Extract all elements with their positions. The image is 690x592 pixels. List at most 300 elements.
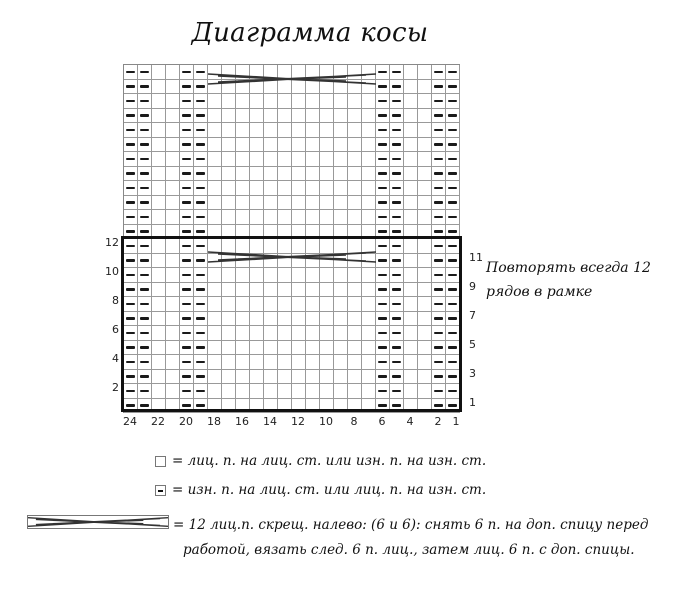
purl-cell <box>194 254 208 269</box>
purl-cell <box>376 152 390 167</box>
cable-cross-icon <box>27 515 169 529</box>
purl-cell <box>390 138 404 153</box>
knit-cell <box>278 94 292 109</box>
knit-cell <box>264 370 278 385</box>
knit-cell <box>404 196 418 211</box>
knit-cell <box>334 268 348 283</box>
knit-cell <box>362 94 376 109</box>
purl-cell <box>446 268 460 283</box>
knit-cell <box>418 370 432 385</box>
knit-cell <box>292 210 306 225</box>
knit-cell <box>166 355 180 370</box>
purl-cell <box>138 109 152 124</box>
purl-cell <box>376 225 390 240</box>
purl-cell <box>124 341 138 356</box>
knit-cell <box>166 94 180 109</box>
purl-cell <box>138 254 152 269</box>
purl-cell <box>446 341 460 356</box>
purl-cell <box>390 355 404 370</box>
purl-cell <box>390 109 404 124</box>
column-number: 22 <box>151 415 165 428</box>
knit-cell <box>292 297 306 312</box>
knit-cell <box>222 268 236 283</box>
purl-cell <box>180 384 194 399</box>
knit-stitch-icon <box>155 456 166 467</box>
purl-cell <box>390 283 404 298</box>
knit-cell <box>362 65 376 80</box>
knit-cell <box>236 297 250 312</box>
knit-cell <box>306 370 320 385</box>
purl-cell <box>180 152 194 167</box>
knit-cell <box>152 239 166 254</box>
knit-cell <box>320 65 334 80</box>
knit-cell <box>236 94 250 109</box>
purl-cell <box>446 399 460 414</box>
purl-cell <box>446 167 460 182</box>
knit-cell <box>166 210 180 225</box>
knit-cell <box>320 355 334 370</box>
legend-purl-text: = изн. п. на лиц. ст. или лиц. п. на изн. ст. <box>172 482 487 498</box>
row-number: 11 <box>469 251 483 264</box>
knit-cell <box>306 65 320 80</box>
purl-cell <box>124 225 138 240</box>
knit-cell <box>404 370 418 385</box>
knit-cell <box>418 268 432 283</box>
purl-cell <box>138 297 152 312</box>
purl-cell <box>376 65 390 80</box>
knit-cell <box>264 384 278 399</box>
knit-cell <box>264 254 278 269</box>
purl-cell <box>124 355 138 370</box>
knit-cell <box>362 283 376 298</box>
row-number: 12 <box>105 236 119 249</box>
knit-cell <box>334 254 348 269</box>
knit-cell <box>152 123 166 138</box>
knit-cell <box>222 167 236 182</box>
knit-cell <box>250 167 264 182</box>
knit-cell <box>278 123 292 138</box>
legend-cable <box>173 513 673 563</box>
purl-cell <box>194 283 208 298</box>
purl-cell <box>446 384 460 399</box>
knit-cell <box>418 181 432 196</box>
knit-cell <box>320 94 334 109</box>
purl-cell <box>390 254 404 269</box>
knit-cell <box>264 268 278 283</box>
purl-cell <box>376 384 390 399</box>
knit-cell <box>348 326 362 341</box>
purl-cell <box>194 355 208 370</box>
knit-cell <box>334 152 348 167</box>
purl-cell <box>432 254 446 269</box>
purl-cell <box>446 109 460 124</box>
knit-cell <box>418 167 432 182</box>
knit-cell <box>208 80 222 95</box>
knit-cell <box>236 355 250 370</box>
knit-cell <box>334 355 348 370</box>
purl-cell <box>194 123 208 138</box>
purl-cell <box>446 239 460 254</box>
knit-cell <box>362 384 376 399</box>
knit-cell <box>418 80 432 95</box>
purl-cell <box>138 210 152 225</box>
knit-cell <box>264 283 278 298</box>
legend-cable-line1: = 12 лиц.п. скрещ. налево: (6 и 6): снять 6 п. на доп. спицу перед <box>173 517 649 533</box>
purl-cell <box>124 196 138 211</box>
knit-cell <box>222 181 236 196</box>
repeat-note-line2: рядов в рамке <box>486 284 593 300</box>
knit-cell <box>320 210 334 225</box>
purl-cell <box>194 109 208 124</box>
knit-cell <box>292 181 306 196</box>
purl-cell <box>180 239 194 254</box>
knit-cell <box>404 297 418 312</box>
knit-cell <box>334 326 348 341</box>
knit-cell <box>418 65 432 80</box>
knit-cell <box>152 181 166 196</box>
purl-cell <box>390 196 404 211</box>
knit-cell <box>208 94 222 109</box>
purl-cell <box>446 138 460 153</box>
knit-cell <box>236 65 250 80</box>
knit-cell <box>250 138 264 153</box>
purl-cell <box>138 355 152 370</box>
knit-cell <box>166 167 180 182</box>
knit-cell <box>166 181 180 196</box>
knit-cell <box>404 210 418 225</box>
purl-cell <box>180 65 194 80</box>
knit-cell <box>292 123 306 138</box>
knit-cell <box>250 341 264 356</box>
knit-cell <box>306 138 320 153</box>
purl-cell <box>446 370 460 385</box>
column-number: 2 <box>434 415 442 428</box>
knit-cell <box>152 399 166 414</box>
knit-cell <box>278 80 292 95</box>
purl-cell <box>124 370 138 385</box>
purl-cell <box>432 196 446 211</box>
knit-cell <box>278 312 292 327</box>
knit-cell <box>208 65 222 80</box>
knit-cell <box>250 210 264 225</box>
knit-cell <box>348 399 362 414</box>
knit-cell <box>222 399 236 414</box>
purl-cell <box>376 109 390 124</box>
purl-cell <box>376 283 390 298</box>
knit-cell <box>278 65 292 80</box>
purl-cell <box>446 210 460 225</box>
knit-cell <box>166 196 180 211</box>
diagram-title: Диаграмма косы <box>191 18 429 48</box>
knit-cell <box>250 384 264 399</box>
knit-cell <box>152 138 166 153</box>
purl-cell <box>180 167 194 182</box>
knit-cell <box>236 341 250 356</box>
knit-cell <box>264 123 278 138</box>
knit-cell <box>236 254 250 269</box>
purl-cell <box>180 326 194 341</box>
knit-cell <box>152 94 166 109</box>
purl-cell <box>390 152 404 167</box>
purl-cell <box>446 123 460 138</box>
knit-cell <box>250 297 264 312</box>
knit-cell <box>222 239 236 254</box>
knit-cell <box>236 239 250 254</box>
purl-cell <box>376 94 390 109</box>
knit-cell <box>152 341 166 356</box>
purl-cell <box>432 210 446 225</box>
purl-cell <box>124 399 138 414</box>
knit-cell <box>264 181 278 196</box>
knit-cell <box>264 94 278 109</box>
knit-cell <box>404 123 418 138</box>
purl-cell <box>180 80 194 95</box>
knit-cell <box>404 326 418 341</box>
knit-cell <box>222 138 236 153</box>
knit-cell <box>236 123 250 138</box>
purl-cell <box>180 355 194 370</box>
knit-cell <box>348 181 362 196</box>
knit-cell <box>334 123 348 138</box>
knit-cell <box>404 94 418 109</box>
knit-cell <box>222 109 236 124</box>
knit-cell <box>320 123 334 138</box>
purl-cell <box>138 167 152 182</box>
row-number: 5 <box>469 338 476 351</box>
purl-cell <box>446 283 460 298</box>
purl-cell <box>390 65 404 80</box>
purl-cell <box>376 312 390 327</box>
knit-cell <box>306 152 320 167</box>
knit-cell <box>278 341 292 356</box>
row-number: 9 <box>469 280 476 293</box>
knit-cell <box>166 123 180 138</box>
knit-cell <box>236 283 250 298</box>
knit-cell <box>222 196 236 211</box>
purl-cell <box>138 268 152 283</box>
purl-cell <box>432 283 446 298</box>
knit-cell <box>264 341 278 356</box>
knit-cell <box>152 384 166 399</box>
purl-cell <box>446 225 460 240</box>
purl-cell <box>432 152 446 167</box>
purl-cell <box>124 312 138 327</box>
legend-purl <box>155 482 486 498</box>
knit-cell <box>348 312 362 327</box>
purl-cell <box>376 123 390 138</box>
knit-cell <box>362 109 376 124</box>
knit-cell <box>404 399 418 414</box>
purl-cell <box>376 210 390 225</box>
knit-cell <box>418 399 432 414</box>
purl-cell <box>390 167 404 182</box>
knit-cell <box>222 297 236 312</box>
knit-cell <box>250 94 264 109</box>
knit-cell <box>292 109 306 124</box>
purl-cell <box>432 399 446 414</box>
knit-cell <box>418 138 432 153</box>
knit-cell <box>250 355 264 370</box>
knit-cell <box>278 210 292 225</box>
purl-cell <box>124 297 138 312</box>
knit-cell <box>292 225 306 240</box>
knit-cell <box>348 80 362 95</box>
knit-cell <box>278 297 292 312</box>
knit-cell <box>334 239 348 254</box>
purl-cell <box>390 297 404 312</box>
purl-cell <box>446 355 460 370</box>
knit-cell <box>166 254 180 269</box>
knit-cell <box>250 196 264 211</box>
knit-cell <box>152 355 166 370</box>
knit-cell <box>208 341 222 356</box>
knit-cell <box>236 312 250 327</box>
knit-cell <box>362 370 376 385</box>
purl-stitch-icon <box>155 485 166 496</box>
knit-cell <box>166 65 180 80</box>
knit-cell <box>362 341 376 356</box>
purl-cell <box>124 167 138 182</box>
knit-cell <box>222 326 236 341</box>
purl-cell <box>124 283 138 298</box>
knit-cell <box>152 152 166 167</box>
knit-cell <box>320 196 334 211</box>
purl-cell <box>138 326 152 341</box>
knit-cell <box>222 210 236 225</box>
knit-cell <box>222 152 236 167</box>
knit-cell <box>278 239 292 254</box>
knit-cell <box>334 196 348 211</box>
purl-cell <box>376 370 390 385</box>
knit-cell <box>222 384 236 399</box>
knit-cell <box>306 239 320 254</box>
purl-cell <box>124 268 138 283</box>
knit-cell <box>306 210 320 225</box>
column-number: 1 <box>452 415 460 428</box>
purl-cell <box>124 181 138 196</box>
knit-cell <box>418 225 432 240</box>
knit-cell <box>306 109 320 124</box>
knit-cell <box>404 283 418 298</box>
knit-cell <box>236 196 250 211</box>
knit-cell <box>292 268 306 283</box>
knit-cell <box>208 109 222 124</box>
knit-cell <box>362 225 376 240</box>
knit-cell <box>166 283 180 298</box>
knit-cell <box>348 254 362 269</box>
knit-cell <box>278 196 292 211</box>
knit-cell <box>166 312 180 327</box>
purl-cell <box>194 80 208 95</box>
knit-cell <box>236 138 250 153</box>
knit-cell <box>166 399 180 414</box>
purl-cell <box>446 94 460 109</box>
column-number: 20 <box>179 415 193 428</box>
chart-grid <box>123 64 460 413</box>
knit-cell <box>208 297 222 312</box>
knit-cell <box>208 254 222 269</box>
purl-cell <box>194 384 208 399</box>
column-number: 24 <box>123 415 137 428</box>
purl-cell <box>432 167 446 182</box>
knit-cell <box>236 326 250 341</box>
knit-cell <box>334 312 348 327</box>
purl-cell <box>376 268 390 283</box>
purl-cell <box>432 80 446 95</box>
purl-cell <box>138 80 152 95</box>
purl-cell <box>138 181 152 196</box>
knit-cell <box>418 384 432 399</box>
knit-cell <box>404 225 418 240</box>
knit-cell <box>236 384 250 399</box>
knit-cell <box>292 80 306 95</box>
knit-cell <box>404 341 418 356</box>
purl-cell <box>124 384 138 399</box>
knit-cell <box>278 326 292 341</box>
row-number: 10 <box>105 265 119 278</box>
knit-cell <box>348 384 362 399</box>
knit-cell <box>264 196 278 211</box>
knit-cell <box>404 167 418 182</box>
knit-cell <box>306 384 320 399</box>
knit-cell <box>152 326 166 341</box>
knit-cell <box>348 196 362 211</box>
purl-cell <box>180 181 194 196</box>
knit-cell <box>404 80 418 95</box>
purl-cell <box>432 370 446 385</box>
knit-cell <box>348 65 362 80</box>
knit-cell <box>306 167 320 182</box>
knit-cell <box>208 167 222 182</box>
knit-cell <box>222 254 236 269</box>
knit-cell <box>292 326 306 341</box>
knit-cell <box>334 181 348 196</box>
knit-cell <box>320 239 334 254</box>
knit-cell <box>418 123 432 138</box>
purl-cell <box>194 297 208 312</box>
knit-cell <box>152 65 166 80</box>
column-number: 18 <box>207 415 221 428</box>
knit-cell <box>348 109 362 124</box>
knit-cell <box>250 239 264 254</box>
knit-cell <box>264 167 278 182</box>
knit-cell <box>348 152 362 167</box>
knit-cell <box>320 167 334 182</box>
purl-cell <box>124 80 138 95</box>
knit-cell <box>152 268 166 283</box>
knit-cell <box>306 283 320 298</box>
purl-cell <box>390 80 404 95</box>
knit-cell <box>236 370 250 385</box>
purl-cell <box>432 312 446 327</box>
knit-cell <box>306 297 320 312</box>
knit-cell <box>306 341 320 356</box>
knit-cell <box>404 65 418 80</box>
knit-cell <box>292 65 306 80</box>
purl-cell <box>194 312 208 327</box>
knit-cell <box>334 399 348 414</box>
purl-cell <box>446 297 460 312</box>
knit-cell <box>334 225 348 240</box>
knit-cell <box>250 123 264 138</box>
knit-cell <box>348 370 362 385</box>
purl-cell <box>180 109 194 124</box>
knit-cell <box>166 225 180 240</box>
purl-cell <box>390 181 404 196</box>
purl-cell <box>390 225 404 240</box>
knit-cell <box>334 297 348 312</box>
knit-cell <box>404 239 418 254</box>
